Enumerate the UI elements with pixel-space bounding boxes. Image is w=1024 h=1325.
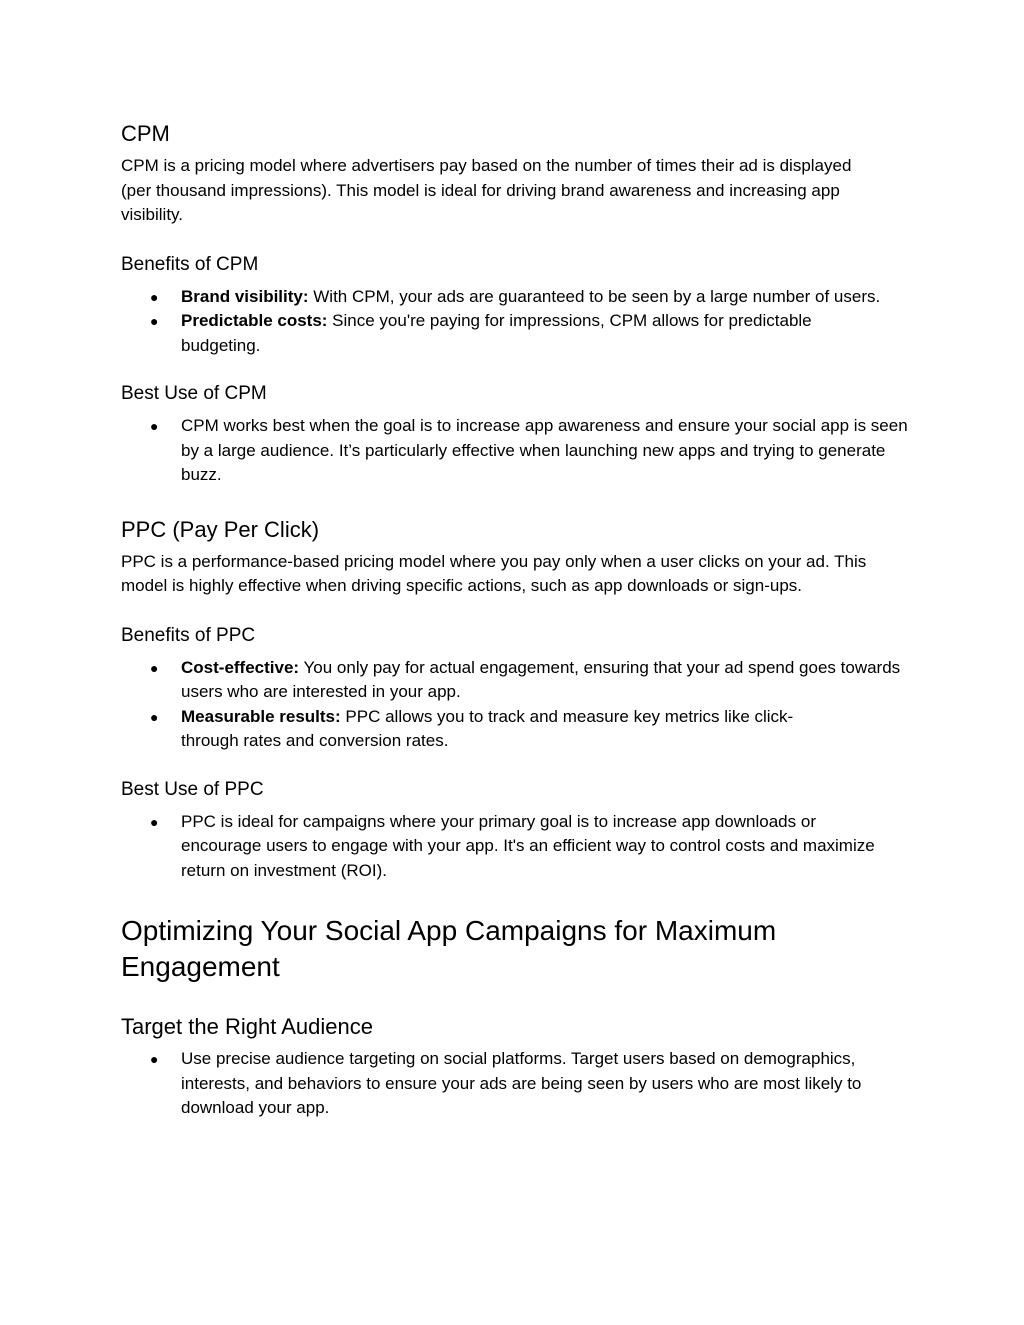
cpm-best-use-list bbox=[121, 414, 924, 488]
subheading-benefits-cpm: Benefits of CPM bbox=[121, 253, 259, 275]
ppc-benefits-list bbox=[121, 656, 924, 754]
bullet-text: You only pay for actual engagement, ensuring that your ad spend goes towards users who are interested in your app. bbox=[181, 657, 901, 701]
bullet-text: Use precise audience targeting on social platforms. Target users based on demographics, interests, and behaviors to ensure your ads are being seen by users who are most likely to download your app. bbox=[181, 1049, 862, 1117]
bullet-icon: ● bbox=[150, 659, 159, 676]
list-item bbox=[121, 285, 891, 310]
ppc-intro-paragraph: PPC is a performance-based pricing model where you pay only when a user clicks on your ad. This model is highly effective when driving specific actions, such as app downloads or sign-ups. bbox=[121, 551, 867, 595]
cpm-benefits-list bbox=[121, 285, 924, 359]
target-audience-list bbox=[121, 1047, 924, 1121]
bullet-icon: ● bbox=[150, 288, 159, 305]
section-heading-optimizing: Optimizing Your Social App Campaigns for Maximum Engagement bbox=[121, 915, 777, 982]
bullet-term: Brand visibility: bbox=[181, 286, 309, 306]
bullet-text: PPC allows you to track and measure key metrics like click-through rates and conversion rates. bbox=[181, 706, 794, 750]
list-item bbox=[121, 656, 901, 705]
cpm-intro-paragraph: CPM is a pricing model where advertisers pay based on the number of times their ad is displayed (per thousand impressions). This model is ideal for driving brand awareness and increasing app visibility. bbox=[121, 156, 852, 224]
bullet-icon: ● bbox=[150, 1051, 159, 1067]
list-item bbox=[121, 1047, 911, 1121]
section-heading-ppc: PPC (Pay Per Click) bbox=[121, 516, 320, 542]
list-item bbox=[121, 810, 891, 884]
subheading-best-use-ppc: Best Use of PPC bbox=[121, 778, 264, 800]
subheading-target-audience: Target the Right Audience bbox=[121, 1014, 373, 1039]
bullet-icon: ● bbox=[150, 313, 159, 329]
bullet-term: Measurable results: bbox=[181, 706, 341, 726]
bullet-text: PPC is ideal for campaigns where your primary goal is to increase app downloads or encourage users to engage with your app. It's an efficient way to control costs and maximize return on investment (ROI). bbox=[181, 811, 875, 880]
list-item bbox=[121, 705, 831, 754]
bullet-icon: ● bbox=[150, 418, 159, 434]
bullet-text: CPM works best when the goal is to increase app awareness and ensure your social app is seen by a large audience. It’s particularly effective when launching new apps and trying to generate buzz. bbox=[181, 416, 908, 484]
bullet-text: With CPM, your ads are guaranteed to be seen by a large number of users. bbox=[308, 286, 881, 306]
bullet-term: Cost-effective: bbox=[181, 657, 300, 677]
list-item bbox=[121, 414, 911, 488]
list-item bbox=[121, 309, 891, 358]
bullet-text: Since you're paying for impressions, CPM allows for predictable budgeting. bbox=[181, 311, 812, 355]
bullet-term: Predictable costs: bbox=[181, 311, 328, 330]
ppc-best-use-list bbox=[121, 810, 924, 884]
bullet-icon: ● bbox=[150, 813, 159, 830]
subheading-best-use-cpm: Best Use of CPM bbox=[121, 383, 267, 404]
section-heading-cpm: CPM bbox=[121, 121, 170, 146]
bullet-icon: ● bbox=[150, 708, 159, 725]
subheading-benefits-ppc: Benefits of PPC bbox=[121, 624, 256, 646]
